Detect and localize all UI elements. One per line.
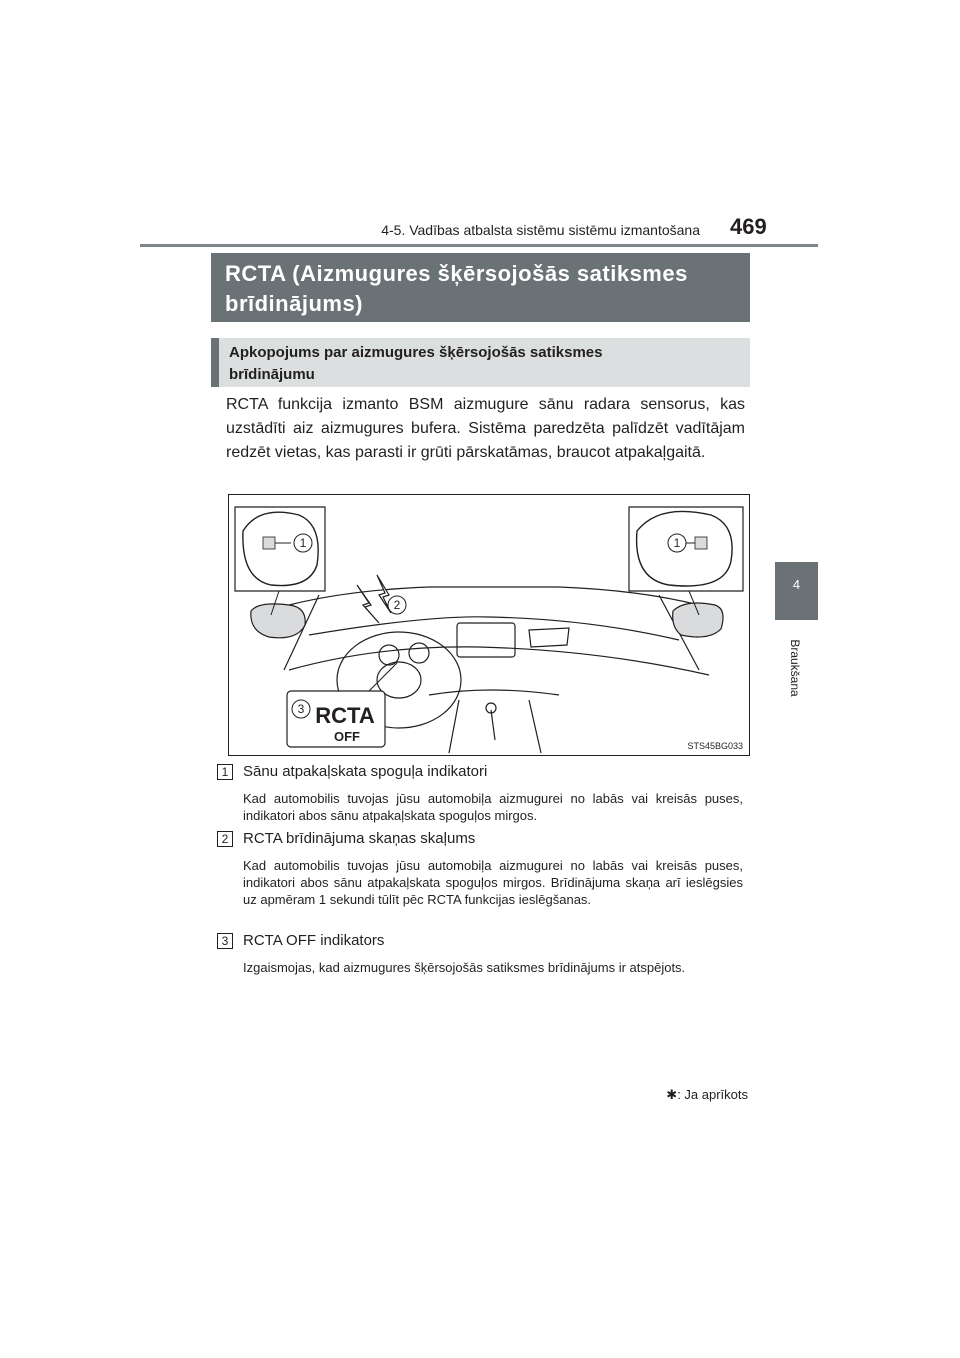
item-number-badge: 2 bbox=[217, 831, 233, 847]
air-vent bbox=[529, 628, 569, 647]
bsm-indicator-left bbox=[263, 537, 275, 549]
section-title bbox=[211, 253, 750, 322]
list-item bbox=[217, 931, 750, 1001]
figure-code: STS45BG033 bbox=[687, 741, 743, 751]
console-right-edge bbox=[529, 700, 541, 753]
gear-lever bbox=[491, 710, 495, 740]
list-item bbox=[217, 762, 750, 832]
rcta-indicator-text: RCTA bbox=[315, 703, 375, 728]
footnote: ✱: Ja aprīkots bbox=[666, 1087, 748, 1102]
running-header: 4-5. Vadības atbalsta sistēmu sistēmu izmantošana bbox=[381, 222, 700, 238]
intro-paragraph: RCTA funkcija izmanto BSM aizmugure sānu radara sensorus, kas uzstādīti aiz aizmugures bufera. Sistēma paredzēta palīdzēt vadītājam redzēt vietas, kas parasti ir grūti pārskatāmas, braucot atpakaļgaitā. bbox=[226, 396, 745, 461]
item-title: RCTA OFF indikators bbox=[243, 932, 385, 949]
chapter-tab: 4 bbox=[775, 562, 818, 620]
callout-2-label: 2 bbox=[393, 598, 401, 612]
subsection-title-line: Apkopojums par aizmugures šķērsojošās satiksmes bbox=[229, 344, 603, 361]
off-indicator-text: OFF bbox=[334, 729, 360, 744]
page-number: 469 bbox=[730, 214, 767, 239]
dashboard-mid bbox=[289, 647, 709, 675]
chapter-label-text: Braukšana bbox=[788, 639, 802, 697]
list-item bbox=[217, 829, 750, 929]
item-description: Kad automobilis tuvojas jūsu automobiļa aizmugurei no labās vai kreisās puses, indikatori abos sānu atpakaļskata spoguļos mirgos. bbox=[243, 791, 743, 823]
left-mirror-callout bbox=[235, 507, 325, 615]
bsm-indicator-right bbox=[695, 537, 707, 549]
console-left-edge bbox=[449, 700, 459, 753]
callout-3-label: 3 bbox=[297, 702, 305, 716]
left-side-mirror bbox=[251, 604, 305, 638]
item-title: RCTA brīdinājuma skaņas skaļums bbox=[243, 830, 476, 847]
subsection-heading bbox=[211, 338, 750, 387]
section-title-line: brīdinājums) bbox=[225, 291, 364, 316]
gauge-left bbox=[379, 645, 399, 665]
center-display bbox=[457, 623, 515, 657]
gauge-right bbox=[409, 643, 429, 663]
callout-1-right-label: 1 bbox=[673, 536, 681, 550]
item-title: Sānu atpakaļskata spoguļa indikatori bbox=[243, 763, 488, 780]
callout-1-left-label: 1 bbox=[299, 536, 307, 550]
dashboard-illustration bbox=[228, 494, 750, 756]
dashboard-drawing bbox=[229, 495, 749, 755]
header-rule bbox=[140, 244, 818, 247]
right-side-mirror bbox=[673, 603, 723, 637]
center-console-top bbox=[429, 690, 559, 695]
item-description: Izgaismojas, kad aizmugures šķērsojošās satiksmes brīdinājums ir atspējots. bbox=[243, 960, 686, 975]
chapter-label bbox=[783, 630, 807, 706]
subsection-title-line: brīdinājumu bbox=[229, 366, 315, 383]
item-number-badge: 3 bbox=[217, 933, 233, 949]
warning-buzzer-symbol bbox=[357, 575, 391, 623]
item-description: Kad automobilis tuvojas jūsu automobiļa aizmugurei no labās vai kreisās puses, indikatori abos sānu atpakaļskata spoguļos mirgos. Brīdinājuma skaņa arī ieslēgsies uz apmēram 1 sekundi tūlīt pēc RCTA funkcijas ieslēgšanas. bbox=[243, 858, 743, 907]
dashboard-top bbox=[309, 617, 679, 640]
item-number-badge: 1 bbox=[217, 764, 233, 780]
section-title-line: RCTA (Aizmugures šķērsojošās satiksmes bbox=[225, 261, 688, 286]
right-mirror-callout bbox=[629, 507, 743, 615]
